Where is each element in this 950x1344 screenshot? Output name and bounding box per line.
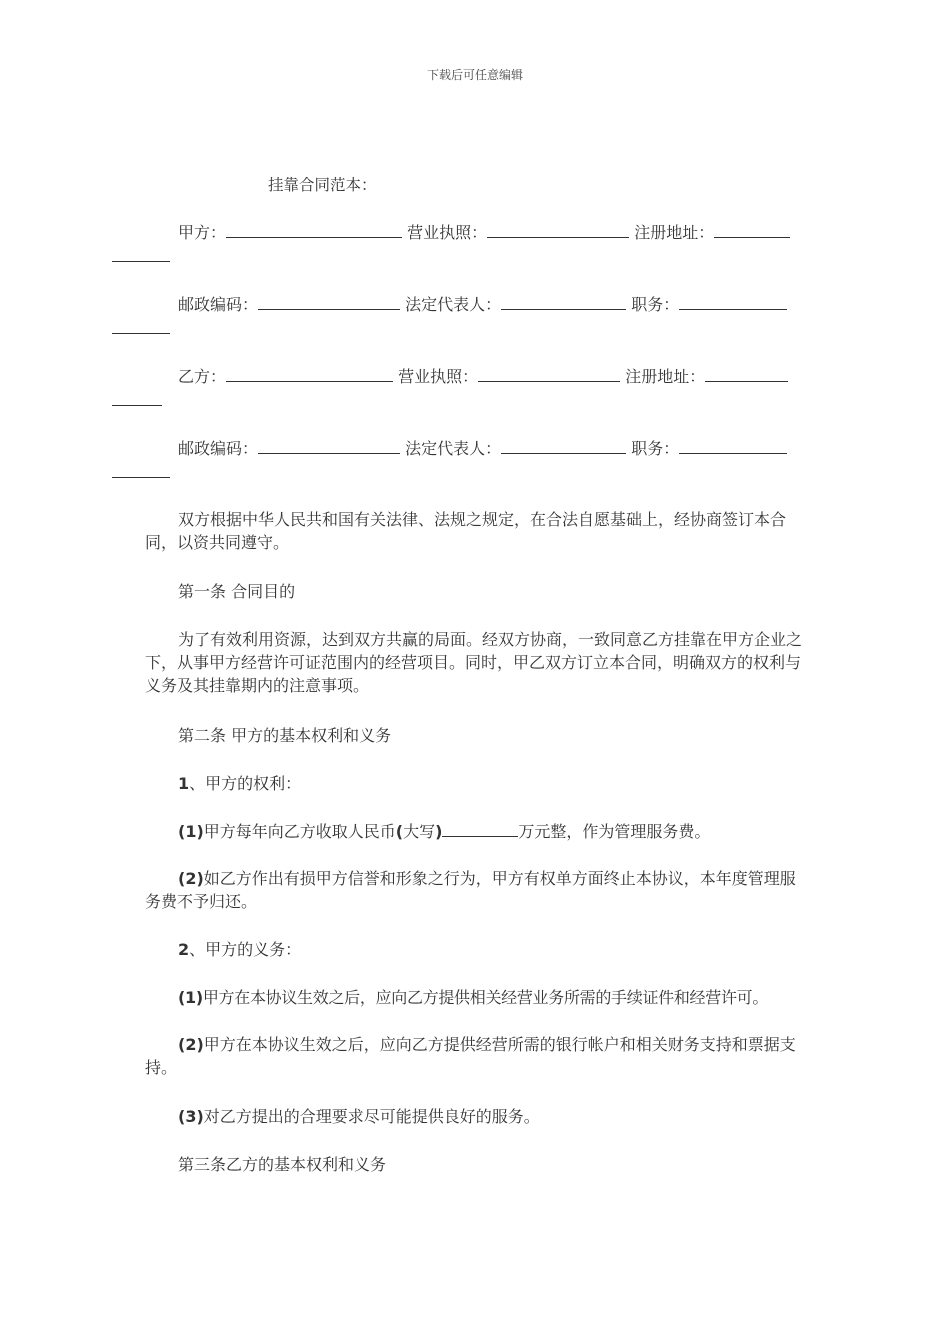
duty-1-num: (1) bbox=[178, 988, 203, 1007]
party-a-label: 甲方： bbox=[178, 223, 227, 242]
article1-title: 第一条 合同目的 bbox=[178, 582, 296, 601]
duty-2-text: 甲方在本协议生效之后，应向乙方提供经营所需的银行帐户和相关财务支持和票据支持。 bbox=[145, 1035, 796, 1077]
party-b-contact-line bbox=[145, 435, 805, 482]
duties-title-num: 2 bbox=[178, 940, 190, 959]
party-a-position-blank-cont[interactable] bbox=[112, 315, 170, 334]
right-1 bbox=[145, 818, 805, 842]
party-b-license-label: 营业执照： bbox=[398, 367, 479, 386]
party-b-blank[interactable] bbox=[226, 363, 393, 382]
party-a-postal-blank[interactable] bbox=[258, 291, 400, 310]
rights-title-num: 1 bbox=[178, 774, 190, 793]
party-a-postal-label: 邮政编码： bbox=[178, 295, 259, 314]
party-b-license-blank[interactable] bbox=[478, 363, 620, 382]
party-a-address-label: 注册地址： bbox=[634, 223, 715, 242]
duty-1 bbox=[145, 985, 805, 1008]
rights-title-text: 、甲方的权利： bbox=[189, 774, 302, 793]
duty-2-num: (2) bbox=[178, 1035, 204, 1054]
duty-3-num: (3) bbox=[178, 1107, 204, 1126]
right-1-mid: 大写 bbox=[403, 822, 436, 841]
right-1-post: 万元整，作为管理服务费。 bbox=[518, 822, 711, 841]
party-a-position-label: 职务： bbox=[631, 295, 680, 314]
party-a-address-blank-cont[interactable] bbox=[112, 243, 170, 262]
party-b-address-blank-cont[interactable] bbox=[112, 387, 162, 406]
rights-title bbox=[145, 771, 805, 794]
party-a-rep-blank[interactable] bbox=[501, 291, 626, 310]
duty-3-text: 对乙方提出的合理要求尽可能提供良好的服务。 bbox=[203, 1107, 540, 1126]
party-a-blank[interactable] bbox=[226, 219, 402, 238]
party-a-line bbox=[145, 219, 805, 266]
party-b-address-blank[interactable] bbox=[705, 363, 788, 382]
article3-title: 第三条乙方的基本权利和义务 bbox=[178, 1155, 387, 1174]
intro-paragraph: 双方根据中华人民共和国有关法律、法规之规定，在合法自愿基础上，经协商签订本合同，以资共同遵守。 bbox=[145, 510, 787, 552]
party-b-line bbox=[145, 363, 805, 410]
right-1-pre: 甲方每年向乙方收取人民币 bbox=[203, 822, 396, 841]
duties-title bbox=[145, 937, 805, 960]
right-1-paren: ( bbox=[395, 822, 404, 841]
party-b-postal-blank[interactable] bbox=[258, 435, 400, 454]
party-a-address-blank[interactable] bbox=[714, 219, 790, 238]
party-b-rep-blank[interactable] bbox=[501, 435, 626, 454]
party-a-license-blank[interactable] bbox=[487, 219, 629, 238]
right-1-num: (1) bbox=[178, 822, 204, 841]
duty-2 bbox=[145, 1032, 805, 1078]
party-a-position-blank[interactable] bbox=[679, 291, 787, 310]
duty-1-text: 甲方在本协议生效之后，应向乙方提供相关经营业务所需的手续证件和经营许可。 bbox=[202, 988, 769, 1007]
party-a-rep-label: 法定代表人： bbox=[405, 295, 502, 314]
article2-title: 第二条 甲方的基本权利和义务 bbox=[178, 726, 392, 745]
right-1-paren-close: ) bbox=[435, 822, 443, 841]
duties-title-text: 、甲方的义务： bbox=[189, 940, 302, 959]
duty-3 bbox=[145, 1104, 805, 1127]
page-header: 下载后可任意编辑 bbox=[426, 68, 523, 82]
party-b-label: 乙方： bbox=[178, 367, 227, 386]
right-2-num: (2) bbox=[178, 869, 204, 888]
party-b-position-blank[interactable] bbox=[679, 435, 787, 454]
party-a-contact-line bbox=[145, 291, 805, 338]
article1-paragraph: 为了有效利用资源，达到双方共赢的局面。经双方协商，一致同意乙方挂靠在甲方企业之下，从事甲方经营许可证范围内的经营项目。同时，甲乙双方订立本合同，明确双方的权利与义务及其挂靠期内的注意事项。 bbox=[145, 630, 803, 695]
right-2-text: 如乙方作出有损甲方信誉和形象之行为，甲方有权单方面终止本协议，本年度管理服务费不予归还。 bbox=[145, 869, 796, 911]
party-b-rep-label: 法定代表人： bbox=[405, 439, 502, 458]
fee-amount-blank[interactable] bbox=[442, 818, 518, 837]
party-b-position-blank-cont[interactable] bbox=[112, 459, 170, 478]
right-2 bbox=[145, 866, 805, 912]
party-b-address-label: 注册地址： bbox=[625, 367, 706, 386]
contract-title: 挂靠合同范本： bbox=[268, 176, 377, 194]
party-a-license-label: 营业执照： bbox=[407, 223, 488, 242]
party-b-postal-label: 邮政编码： bbox=[178, 439, 259, 458]
party-b-position-label: 职务： bbox=[631, 439, 680, 458]
